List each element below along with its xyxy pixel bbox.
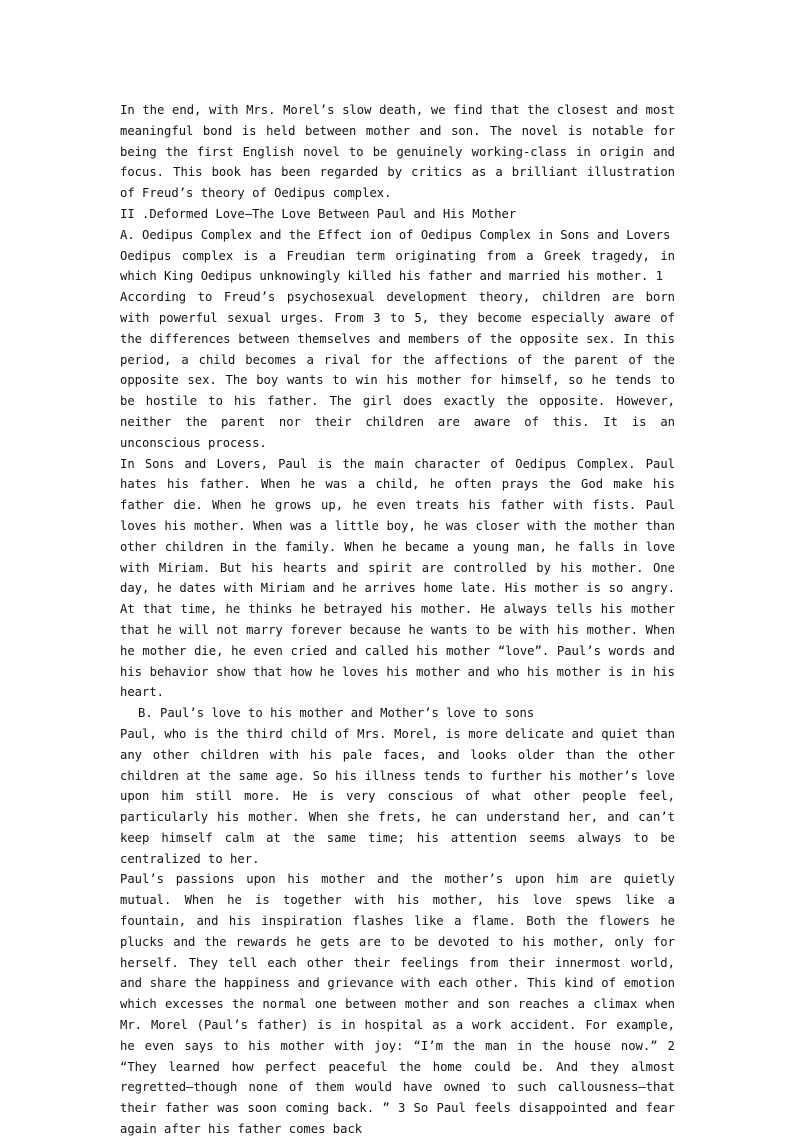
paragraph-mutual-passions: Paul’s passions upon his mother and the mother’s upon him are quietly mutual. When he is together with his mother, his love spews like a fountain, and his inspiration flashes like a flame. Both the flowers he plucks and the rewards he gets are to be devoted to his mother, only for herself. They tell each other their feelings from their innermost world, and share the happiness and grievance with each other. This kind of emotion which excesses the normal one between mother and son reaches a climax when Mr. Morel (Paul’s father) is in hospital as a work accident. For example, he even says to his mother with joy: “I’m the man in the house now.” 2 “They learned how perfect peaceful the home could be. And they almost regretted—though none of them would have owned to such callousness—that their father was soon coming back. ” 3 So Paul feels disappointed and fear again after his father comes back — [120, 872, 675, 1137]
paragraph-freud-theory: According to Freud’s psychosexual development theory, children are born with powerful sexual urges. From 3 to 5, they become especially aware of the differences between themselves and members of the opposite sex. In this period, a child becomes a rival for the affections of the parent of the opposite sex. The boy wants to win his mother for himself, so he tends to be hostile to his father. The girl does exactly the opposite. However, neither the parent nor their children are aware of this. It is an unconscious process. — [120, 290, 675, 450]
paragraph-oedipus-definition: Oedipus complex is a Freudian term originating from a Greek tragedy, in which King Oedipus unknowingly killed his father and married his mother. 1 — [120, 248, 675, 284]
paragraph-paul-third-child: Paul, who is the third child of Mrs. Morel, is more delicate and quiet than any other children with his pale faces, and looks older than the other children at the same age. So his illness tends to further his mother’s love upon him still more. He is very conscious of what other people feel, particularly his mother. When she frets, he can understand her, and can’t keep himself calm at the same time; his attention seems always to be centralized to her. — [120, 726, 675, 866]
document-page — [120, 100, 675, 1140]
section-heading-deformed-love: II .Deformed Love—The Love Between Paul and His Mother — [120, 206, 517, 221]
paragraph-morel-death: In the end, with Mrs. Morel’s slow death, we find that the closest and most meaningful bond is held between mother and son. The novel is notable for being the first English novel to be genuinely working-class in origin and focus. This book has been regarded by critics as a brilliant illustration of Freud’s theory of Oedipus complex. — [120, 103, 675, 201]
paragraph-paul-oedipus: In Sons and Lovers, Paul is the main character of Oedipus Complex. Paul hates his father. When he was a child, he often prays the God make his father die. When he grows up, he even treats his father with fists. Paul loves his mother. When was a little boy, he was closer with the mother than other children in the family. When he became a young man, he falls in love with Miriam. But his hearts and spirit are controlled by his mother. One day, he dates with Miriam and he arrives home late. His mother is so angry. At that time, he thinks he betrayed his mother. He always tells his mother that he will not marry forever because he wants to be with his mother. When he mother die, he even cried and called his mother “love”. Paul’s words and his behavior show that how he loves his mother and who his mother is in his heart. — [120, 456, 675, 700]
subsection-heading-oedipus-complex: A. Oedipus Complex and the Effect ion of Oedipus Complex in Sons and Lovers — [120, 227, 671, 242]
subsection-heading-pauls-love: B. Paul’s love to his mother and Mother’s love to sons — [138, 706, 535, 721]
